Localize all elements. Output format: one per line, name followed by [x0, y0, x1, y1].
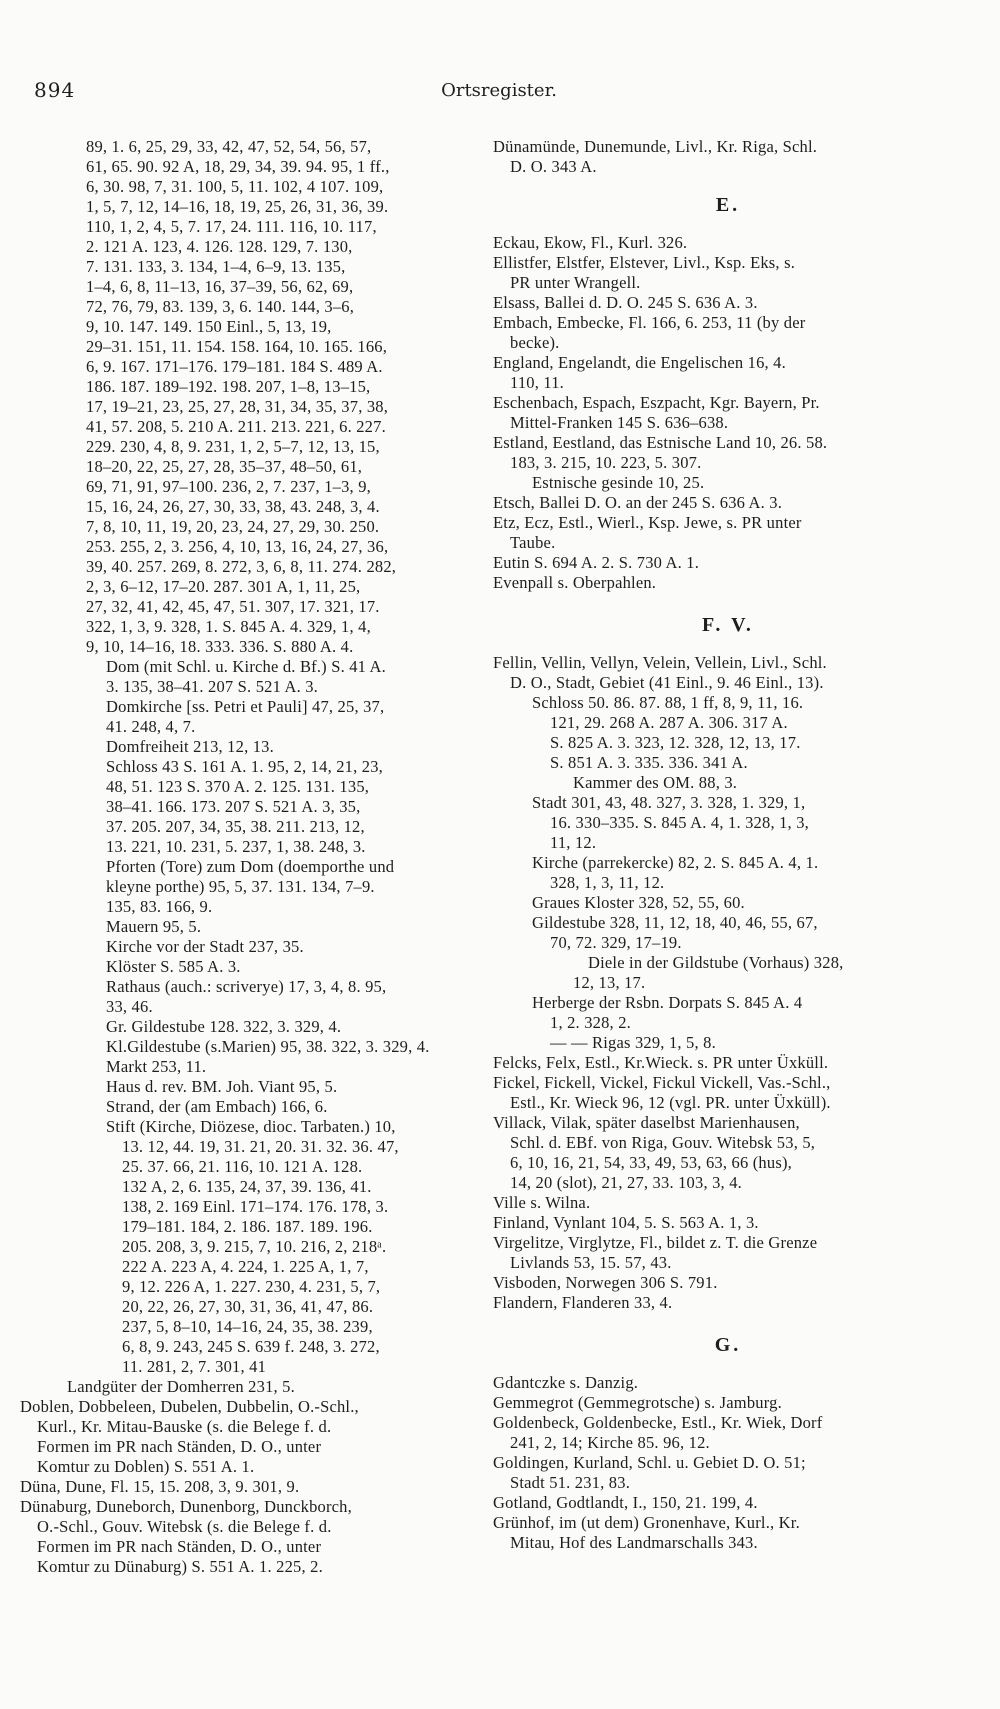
index-line: 1, 2. 328, 2.	[550, 1013, 631, 1032]
index-line: Ville s. Wilna.	[493, 1193, 591, 1212]
index-line: 17, 19–21, 23, 25, 27, 28, 31, 34, 35, 37, 38,	[86, 397, 389, 416]
index-line: Virgelitze, Virglytze, Fl., bildet z. T. die Grenze	[493, 1233, 818, 1252]
index-line: 6, 8, 9. 243, 245 S. 639 f. 248, 3. 272,	[122, 1337, 380, 1356]
index-line: Rathaus (auch.: scriverye) 17, 3, 4, 8. 95,	[106, 977, 387, 996]
section-heading: F. V.	[702, 614, 754, 636]
section-spacer	[493, 593, 963, 615]
left-column	[20, 137, 478, 1577]
index-line: 132 A, 2, 6. 135, 24, 37, 39. 136, 41.	[122, 1177, 372, 1196]
index-line: 27, 32, 41, 42, 45, 47, 51. 307, 17. 321, 17.	[86, 597, 380, 616]
index-line: Gildestube 328, 11, 12, 18, 40, 46, 55, 67,	[532, 913, 818, 932]
index-line: Visboden, Norwegen 306 S. 791.	[493, 1273, 718, 1292]
index-line: Komtur zu Doblen) S. 551 A. 1.	[37, 1457, 255, 1476]
index-line: Kl.Gildestube (s.Marien) 95, 38. 322, 3. 329, 4.	[106, 1037, 430, 1056]
page-number: 894	[34, 78, 76, 102]
index-line: Taube.	[510, 533, 556, 552]
index-line: 11. 281, 2, 7. 301, 41	[122, 1357, 267, 1376]
index-line: 12, 13, 17.	[573, 973, 646, 992]
index-line: 48, 51. 123 S. 370 A. 2. 125. 131. 135,	[106, 777, 370, 796]
index-line: Mittel-Franken 145 S. 636–638.	[510, 413, 729, 432]
index-line: 7, 8, 10, 11, 19, 20, 23, 24, 27, 29, 30. 250.	[86, 517, 380, 536]
index-line: 29–31. 151, 11. 154. 158. 164, 10. 165. 166,	[86, 337, 388, 356]
index-line: Grünhof, im (ut dem) Gronenhave, Kurl., Kr.	[493, 1513, 800, 1532]
index-line: Dünamünde, Dunemunde, Livl., Kr. Riga, Schl.	[493, 137, 818, 156]
index-line: 18–20, 22, 25, 27, 28, 35–37, 48–50, 61,	[86, 457, 363, 476]
page-header	[34, 78, 964, 110]
index-line: Kammer des OM. 88, 3.	[573, 773, 738, 792]
index-line: Estnische gesinde 10, 25.	[532, 473, 705, 492]
index-line: 237, 5, 8–10, 14–16, 24, 35, 38. 239,	[122, 1317, 373, 1336]
index-line: 89, 1. 6, 25, 29, 33, 42, 47, 52, 54, 56, 57,	[86, 137, 372, 156]
index-line: Schloss 43 S. 161 A. 1. 95, 2, 14, 21, 23,	[106, 757, 384, 776]
index-line: 38–41. 166. 173. 207 S. 521 A. 3, 35,	[106, 797, 361, 816]
index-line: S. 851 A. 3. 335. 336. 341 A.	[550, 753, 748, 772]
index-line: 39, 40. 257. 269, 8. 272, 3, 6, 8, 11. 274. 282,	[86, 557, 397, 576]
index-line: Fickel, Fickell, Vickel, Fickul Vickell, Vas.-Schl.,	[493, 1073, 831, 1092]
index-line: England, Engelandt, die Engelischen 16, 4.	[493, 353, 786, 372]
index-line: 322, 1, 3, 9. 328, 1. S. 845 A. 4. 329, 1, 4,	[86, 617, 371, 636]
index-line: 110, 1, 2, 4, 5, 7. 17, 24. 111. 116, 10. 117,	[86, 217, 377, 236]
index-line: 72, 76, 79, 83. 139, 3, 6. 140. 144, 3–6,	[86, 297, 355, 316]
index-line: 16. 330–335. S. 845 A. 4, 1. 328, 1, 3,	[550, 813, 809, 832]
index-line: Formen im PR nach Ständen, D. O., unter	[37, 1437, 322, 1456]
index-line: 2, 3, 6–12, 17–20. 287. 301 A, 1, 11, 25,	[86, 577, 361, 596]
index-line: 138, 2. 169 Einl. 171–174. 176. 178, 3.	[122, 1197, 389, 1216]
index-line: 6, 9. 167. 171–176. 179–181. 184 S. 489 A.	[86, 357, 383, 376]
running-title: Ortsregister.	[441, 80, 557, 101]
index-line: Komtur zu Dünaburg) S. 551 A. 1. 225, 2.	[37, 1557, 323, 1576]
index-line: Evenpall s. Oberpahlen.	[493, 573, 657, 592]
index-line: 2. 121 A. 123, 4. 126. 128. 129, 7. 130,	[86, 237, 353, 256]
index-line: Kirche vor der Stadt 237, 35.	[106, 937, 304, 956]
index-line: 25. 37. 66, 21. 116, 10. 121 A. 128.	[122, 1157, 363, 1176]
index-line: 41, 57. 208, 5. 210 A. 211. 213. 221, 6. 227.	[86, 417, 386, 436]
index-line: Livlands 53, 15. 57, 43.	[510, 1253, 672, 1272]
index-line: Etsch, Ballei D. O. an der 245 S. 636 A. 3.	[493, 493, 783, 512]
index-line: Herberge der Rsbn. Dorpats S. 845 A. 4	[532, 993, 803, 1012]
index-line: Estl., Kr. Wieck 96, 12 (vgl. PR. unter Üxküll).	[510, 1093, 831, 1112]
index-line: becke).	[510, 333, 560, 352]
index-line: Eschenbach, Espach, Eszpacht, Kgr. Bayern, Pr.	[493, 393, 820, 412]
section-spacer	[493, 177, 963, 195]
index-line: Villack, Vilak, später daselbst Marienhausen,	[493, 1113, 800, 1132]
index-line: Ellistfer, Elstfer, Elstever, Livl., Ksp. Eks, s.	[493, 253, 796, 272]
index-line: Estland, Eestland, das Estnische Land 10, 26. 58.	[493, 433, 828, 452]
index-line: Strand, der (am Embach) 166, 6.	[106, 1097, 328, 1116]
index-line: Domkirche [ss. Petri et Pauli] 47, 25, 37,	[106, 697, 385, 716]
index-line: PR unter Wrangell.	[510, 273, 641, 292]
index-line: Düna, Dune, Fl. 15, 15. 208, 3, 9. 301, 9.	[20, 1477, 300, 1496]
index-line: Diele in der Gildstube (Vorhaus) 328,	[588, 953, 844, 972]
index-line: kleyne porthe) 95, 5, 37. 131. 134, 7–9.	[106, 877, 375, 896]
index-line: 121, 29. 268 A. 287 A. 306. 317 A.	[550, 713, 788, 732]
index-line: Eckau, Ekow, Fl., Kurl. 326.	[493, 233, 688, 252]
index-line: 253. 255, 2, 3. 256, 4, 10, 13, 16, 24, 27, 36,	[86, 537, 389, 556]
index-line: 6, 10, 16, 21, 54, 33, 49, 53, 63, 66 (hus),	[510, 1153, 792, 1172]
section-heading: G.	[714, 1334, 742, 1356]
index-line: Stadt 301, 43, 48. 327, 3. 328, 1. 329, 1,	[532, 793, 806, 812]
index-line: 3. 135, 38–41. 207 S. 521 A. 3.	[106, 677, 319, 696]
index-line: Etz, Ecz, Estl., Wierl., Ksp. Jewe, s. PR unter	[493, 513, 802, 532]
index-line: Flandern, Flanderen 33, 4.	[493, 1293, 673, 1312]
index-line: Eutin S. 694 A. 2. S. 730 A. 1.	[493, 553, 700, 572]
index-line: D. O., Stadt, Gebiet (41 Einl., 9. 46 Einl., 13).	[510, 673, 824, 692]
index-line: 241, 2, 14; Kirche 85. 96, 12.	[510, 1433, 710, 1452]
index-line: 1–4, 6, 8, 11–13, 16, 37–39, 56, 62, 69,	[86, 277, 354, 296]
index-line: 110, 11.	[510, 373, 565, 392]
index-line: Stadt 51. 231, 83.	[510, 1473, 631, 1492]
index-line: Gr. Gildestube 128. 322, 3. 329, 4.	[106, 1017, 342, 1036]
section-spacer	[493, 1355, 963, 1373]
index-line: 229. 230, 4, 8, 9. 231, 1, 2, 5–7, 12, 13, 15,	[86, 437, 380, 456]
index-line: 9, 10, 14–16, 18. 333. 336. S. 880 A. 4.	[86, 637, 354, 656]
index-line: Gemmegrot (Gemmegrotsche) s. Jamburg.	[493, 1393, 782, 1412]
index-line: 14, 20 (slot), 21, 27, 33. 103, 3, 4.	[510, 1173, 742, 1192]
index-line: 9, 10. 147. 149. 150 Einl., 5, 13, 19,	[86, 317, 332, 336]
index-line: Kirche (parrekercke) 82, 2. S. 845 A. 4, 1.	[532, 853, 819, 872]
index-line: Doblen, Dobbeleen, Dubelen, Dubbelin, O.-Schl.,	[20, 1397, 359, 1416]
index-line: 69, 71, 91, 97–100. 236, 2, 7. 237, 1–3, 9,	[86, 477, 371, 496]
index-line: Finland, Vynlant 104, 5. S. 563 A. 1, 3.	[493, 1213, 759, 1232]
index-line: Fellin, Vellin, Vellyn, Velein, Vellein, Livl., Schl.	[493, 653, 827, 672]
index-line: Mauern 95, 5.	[106, 917, 202, 936]
index-line: Embach, Embecke, Fl. 166, 6. 253, 11 (by der	[493, 313, 806, 332]
index-line: 205. 208, 3, 9. 215, 7, 10. 216, 2, 218ᵃ.	[122, 1237, 387, 1256]
index-line: Formen im PR nach Ständen, D. O., unter	[37, 1537, 322, 1556]
index-line: Mitau, Hof des Landmarschalls 343.	[510, 1533, 758, 1552]
index-line: Dünaburg, Duneborch, Dunenborg, Dunckborch,	[20, 1497, 352, 1516]
index-line: 183, 3. 215, 10. 223, 5. 307.	[510, 453, 702, 472]
index-line: Schloss 50. 86. 87. 88, 1 ff, 8, 9, 11, 16.	[532, 693, 804, 712]
index-line: 61, 65. 90. 92 A, 18, 29, 34, 39. 94. 95, 1 ff.,	[86, 157, 390, 176]
index-line: O.-Schl., Gouv. Witebsk (s. die Belege f. d.	[37, 1517, 332, 1536]
index-line: 328, 1, 3, 11, 12.	[550, 873, 665, 892]
right-column	[493, 137, 963, 1553]
index-line: D. O. 343 A.	[510, 157, 597, 176]
index-line: Gotland, Godtlandt, I., 150, 21. 199, 4.	[493, 1493, 758, 1512]
section-heading: E.	[715, 194, 741, 216]
index-line: 70, 72. 329, 17–19.	[550, 933, 682, 952]
index-line: 135, 83. 166, 9.	[106, 897, 213, 916]
index-line: Goldingen, Kurland, Schl. u. Gebiet D. O. 51;	[493, 1453, 806, 1472]
index-line: Gdantczke s. Danzig.	[493, 1373, 639, 1392]
index-line: 33, 46.	[106, 997, 153, 1016]
index-line: 15, 16, 24, 26, 27, 30, 33, 38, 43. 248, 3, 4.	[86, 497, 380, 516]
index-line: Dom (mit Schl. u. Kirche d. Bf.) S. 41 A.	[106, 657, 386, 676]
index-line: 37. 205. 207, 34, 35, 38. 211. 213, 12,	[106, 817, 365, 836]
index-line: Elsass, Ballei d. D. O. 245 S. 636 A. 3.	[493, 293, 758, 312]
index-line: 41. 248, 4, 7.	[106, 717, 196, 736]
index-line: Goldenbeck, Goldenbecke, Estl., Kr. Wiek, Dorf	[493, 1413, 823, 1432]
section-spacer	[493, 215, 963, 233]
section-spacer	[493, 1313, 963, 1335]
index-line: Felcks, Felx, Estl., Kr.Wieck. s. PR unter Üxküll.	[493, 1053, 829, 1072]
index-line: 11, 12.	[550, 833, 597, 852]
index-line: 13. 221, 10. 231, 5. 237, 1, 38. 248, 3.	[106, 837, 366, 856]
index-line: 179–181. 184, 2. 186. 187. 189. 196.	[122, 1217, 373, 1236]
index-line: 7. 131. 133, 3. 134, 1–4, 6–9, 13. 135,	[86, 257, 346, 276]
index-line: — — Rigas 329, 1, 5, 8.	[550, 1033, 716, 1052]
index-line: 186. 187. 189–192. 198. 207, 1–8, 13–15,	[86, 377, 371, 396]
index-line: Schl. d. EBf. von Riga, Gouv. Witebsk 53, 5,	[510, 1133, 816, 1152]
index-line: Haus d. rev. BM. Joh. Viant 95, 5.	[106, 1077, 338, 1096]
index-line: S. 825 A. 3. 323, 12. 328, 12, 13, 17.	[550, 733, 801, 752]
index-line: 13. 12, 44. 19, 31. 21, 20. 31. 32. 36. 47,	[122, 1137, 399, 1156]
index-line: Graues Kloster 328, 52, 55, 60.	[532, 893, 745, 912]
index-line: 1, 5, 7, 12, 14–16, 18, 19, 25, 26, 31, 36, 39.	[86, 197, 389, 216]
index-line: Pforten (Tore) zum Dom (doemporthe und	[106, 857, 395, 876]
index-line: Landgüter der Domherren 231, 5.	[67, 1377, 295, 1396]
index-line: 20, 22, 26, 27, 30, 31, 36, 41, 47, 86.	[122, 1297, 374, 1316]
index-line: Domfreiheit 213, 12, 13.	[106, 737, 274, 756]
index-line: Markt 253, 11.	[106, 1057, 207, 1076]
index-line: Stift (Kirche, Diözese, dioc. Tarbaten.) 10,	[106, 1117, 396, 1136]
index-line: Kurl., Kr. Mitau-Bauske (s. die Belege f. d.	[37, 1417, 332, 1436]
section-spacer	[493, 635, 963, 653]
index-line: 9, 12. 226 A, 1. 227. 230, 4. 231, 5, 7,	[122, 1277, 381, 1296]
index-line: Klöster S. 585 A. 3.	[106, 957, 241, 976]
index-line: 6, 30. 98, 7, 31. 100, 5, 11. 102, 4 107. 109,	[86, 177, 384, 196]
index-line: 222 A. 223 A, 4. 224, 1. 225 A, 1, 7,	[122, 1257, 369, 1276]
